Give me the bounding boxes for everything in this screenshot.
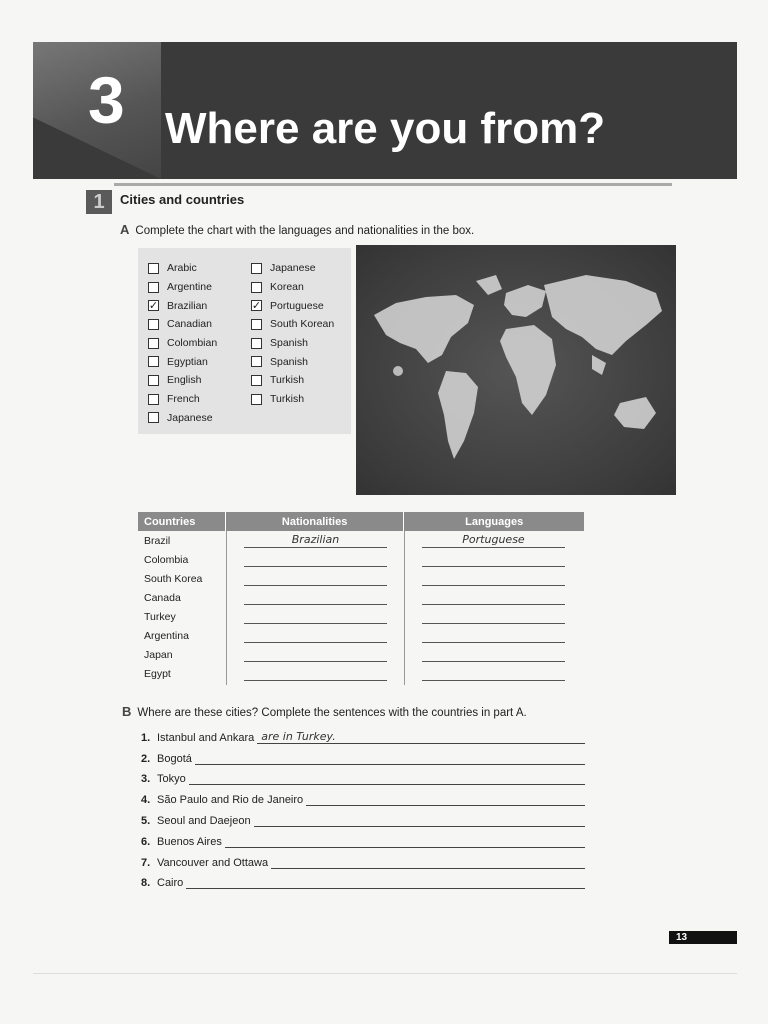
- sentence-text: Cairo: [157, 877, 184, 890]
- language-blank[interactable]: [422, 666, 565, 681]
- section-rule: [114, 183, 672, 186]
- checkbox[interactable]: [148, 263, 159, 274]
- sentence-text: Istanbul and Ankara: [157, 731, 255, 744]
- table-row: [138, 626, 584, 645]
- table-row: [138, 607, 584, 626]
- language-blank[interactable]: [422, 571, 565, 586]
- checkbox[interactable]: [148, 338, 159, 349]
- unit-number: 3: [88, 63, 125, 137]
- table-row: [138, 531, 584, 550]
- checkbox[interactable]: [251, 319, 262, 330]
- word-item: [251, 352, 334, 371]
- table-row: [138, 664, 584, 683]
- sentence-item: [141, 872, 585, 893]
- nationalities-chart: [138, 512, 584, 683]
- language-blank[interactable]: [422, 552, 565, 567]
- word-label: Egyptian: [167, 355, 208, 368]
- chart-body: [138, 531, 584, 683]
- nationality-blank[interactable]: [244, 647, 387, 662]
- answer-blank[interactable]: are in Turkey.: [257, 730, 585, 744]
- word-label: Turkish: [270, 374, 305, 387]
- checkbox[interactable]: [148, 282, 159, 293]
- answer-blank[interactable]: [225, 834, 585, 848]
- sentence-item: [141, 726, 585, 747]
- word-item: [251, 334, 334, 353]
- word-label: Spanish: [270, 355, 308, 368]
- answer-blank[interactable]: [189, 771, 585, 785]
- sentence-number: 7.: [141, 856, 151, 869]
- nationality-blank[interactable]: [244, 666, 387, 681]
- word-label: Canadian: [167, 318, 212, 331]
- country-cell: Japan: [144, 648, 173, 661]
- word-item: [148, 334, 217, 353]
- checkbox[interactable]: [251, 263, 262, 274]
- word-item: [148, 296, 217, 315]
- header-nationalities: Nationalities: [226, 512, 405, 531]
- word-label: French: [167, 393, 200, 406]
- language-blank[interactable]: Portuguese: [422, 533, 565, 548]
- chart-header: [138, 512, 584, 531]
- world-map-illustration: [356, 245, 676, 495]
- sentence-number: 2.: [141, 752, 151, 765]
- sentence-text: Bogotá: [157, 752, 192, 765]
- checkbox[interactable]: [148, 375, 159, 386]
- checkbox[interactable]: [148, 394, 159, 405]
- sentence-text: Vancouver and Ottawa: [157, 856, 269, 869]
- word-item: [148, 371, 217, 390]
- word-item: [148, 352, 217, 371]
- nationality-blank[interactable]: [244, 628, 387, 643]
- table-row: [138, 569, 584, 588]
- part-b-instruction-text: Where are these cities? Complete the sentences with the countries in part A.: [137, 707, 527, 719]
- sentence-text: Seoul and Daejeon: [157, 814, 251, 827]
- word-label: Brazilian: [167, 299, 208, 312]
- word-item: [251, 259, 334, 278]
- section-title: Cities and countries: [120, 192, 245, 207]
- sentence-text: Buenos Aires: [157, 835, 222, 848]
- language-blank[interactable]: [422, 628, 565, 643]
- unit-title: Where are you from?: [165, 104, 606, 153]
- answer-blank[interactable]: [306, 792, 585, 806]
- word-box-column-2: [251, 259, 334, 409]
- checkbox[interactable]: [251, 375, 262, 386]
- sentence-text: Tokyo: [157, 773, 186, 786]
- language-blank[interactable]: [422, 590, 565, 605]
- part-a-instruction-text: Complete the chart with the languages and nationalities in the box.: [135, 225, 475, 237]
- table-row: [138, 588, 584, 607]
- word-item: [148, 278, 217, 297]
- word-item: [148, 259, 217, 278]
- checkbox[interactable]: [251, 282, 262, 293]
- part-a-instruction: [120, 222, 474, 237]
- nationality-blank[interactable]: [244, 590, 387, 605]
- word-item: [251, 278, 334, 297]
- country-cell: South Korea: [144, 572, 203, 585]
- sentence-number: 5.: [141, 814, 151, 827]
- checkbox[interactable]: ✓: [148, 299, 159, 313]
- word-label: English: [167, 374, 202, 387]
- nationality-blank[interactable]: Brazilian: [244, 533, 387, 548]
- word-label: Portuguese: [270, 299, 324, 312]
- country-cell: Colombia: [144, 553, 189, 566]
- sentence-list: [141, 726, 585, 892]
- section-number: 1: [86, 190, 112, 214]
- country-cell: Egypt: [144, 667, 171, 680]
- checkbox[interactable]: ✓: [251, 299, 262, 313]
- sentence-number: 8.: [141, 877, 151, 890]
- sentence-number: 6.: [141, 835, 151, 848]
- sentence-number: 3.: [141, 773, 151, 786]
- header-countries: Countries: [138, 512, 226, 531]
- word-box-column-1: [148, 259, 217, 427]
- word-label: Colombian: [167, 337, 218, 350]
- language-blank[interactable]: [422, 647, 565, 662]
- word-item: [251, 371, 334, 390]
- sentence-item: [141, 768, 585, 789]
- word-label: Korean: [270, 281, 304, 294]
- word-item: [148, 315, 217, 334]
- nationality-blank[interactable]: [244, 609, 387, 624]
- word-item: [148, 390, 217, 409]
- word-item: [251, 315, 334, 334]
- checkbox[interactable]: [148, 319, 159, 330]
- sentence-number: 1.: [141, 731, 151, 744]
- part-b-instruction: [122, 704, 527, 719]
- word-item: [251, 296, 334, 315]
- checkbox[interactable]: [251, 394, 262, 405]
- sentence-item: [141, 747, 585, 768]
- word-label: Japanese: [270, 262, 316, 275]
- page-number: 13: [669, 931, 737, 944]
- word-item: [251, 390, 334, 409]
- word-item: [148, 409, 217, 428]
- checkbox[interactable]: [251, 356, 262, 367]
- language-blank[interactable]: [422, 609, 565, 624]
- answer-blank[interactable]: [195, 751, 585, 765]
- footer-rule: [33, 973, 737, 974]
- word-label: Turkish: [270, 393, 305, 406]
- sentence-item: [141, 851, 585, 872]
- answer-blank[interactable]: [254, 813, 585, 827]
- answer-blank[interactable]: [271, 855, 585, 869]
- country-cell: Brazil: [144, 534, 171, 547]
- sentence-item: [141, 809, 585, 830]
- country-cell: Turkey: [144, 610, 176, 623]
- word-label: Argentine: [167, 281, 212, 294]
- sentence-text: São Paulo and Rio de Janeiro: [157, 794, 304, 807]
- checkbox[interactable]: [148, 356, 159, 367]
- table-row: [138, 645, 584, 664]
- sentence-item: [141, 788, 585, 809]
- sentence-item: [141, 830, 585, 851]
- world-map-photo: [356, 245, 676, 495]
- nationality-blank[interactable]: [244, 552, 387, 567]
- checkbox[interactable]: [148, 412, 159, 423]
- word-label: Spanish: [270, 337, 308, 350]
- header-languages: Languages: [465, 515, 524, 528]
- country-cell: Argentina: [144, 629, 189, 642]
- part-b-letter: B: [122, 704, 132, 719]
- answer-blank[interactable]: [186, 875, 585, 889]
- word-label: Japanese: [167, 411, 213, 424]
- part-a-letter: A: [120, 222, 130, 237]
- word-label: South Korean: [270, 318, 335, 331]
- country-cell: Canada: [144, 591, 181, 604]
- table-row: [138, 550, 584, 569]
- nationality-blank[interactable]: [244, 571, 387, 586]
- checkbox[interactable]: [251, 338, 262, 349]
- sentence-number: 4.: [141, 794, 151, 807]
- word-label: Arabic: [167, 262, 197, 275]
- word-box: [138, 248, 351, 434]
